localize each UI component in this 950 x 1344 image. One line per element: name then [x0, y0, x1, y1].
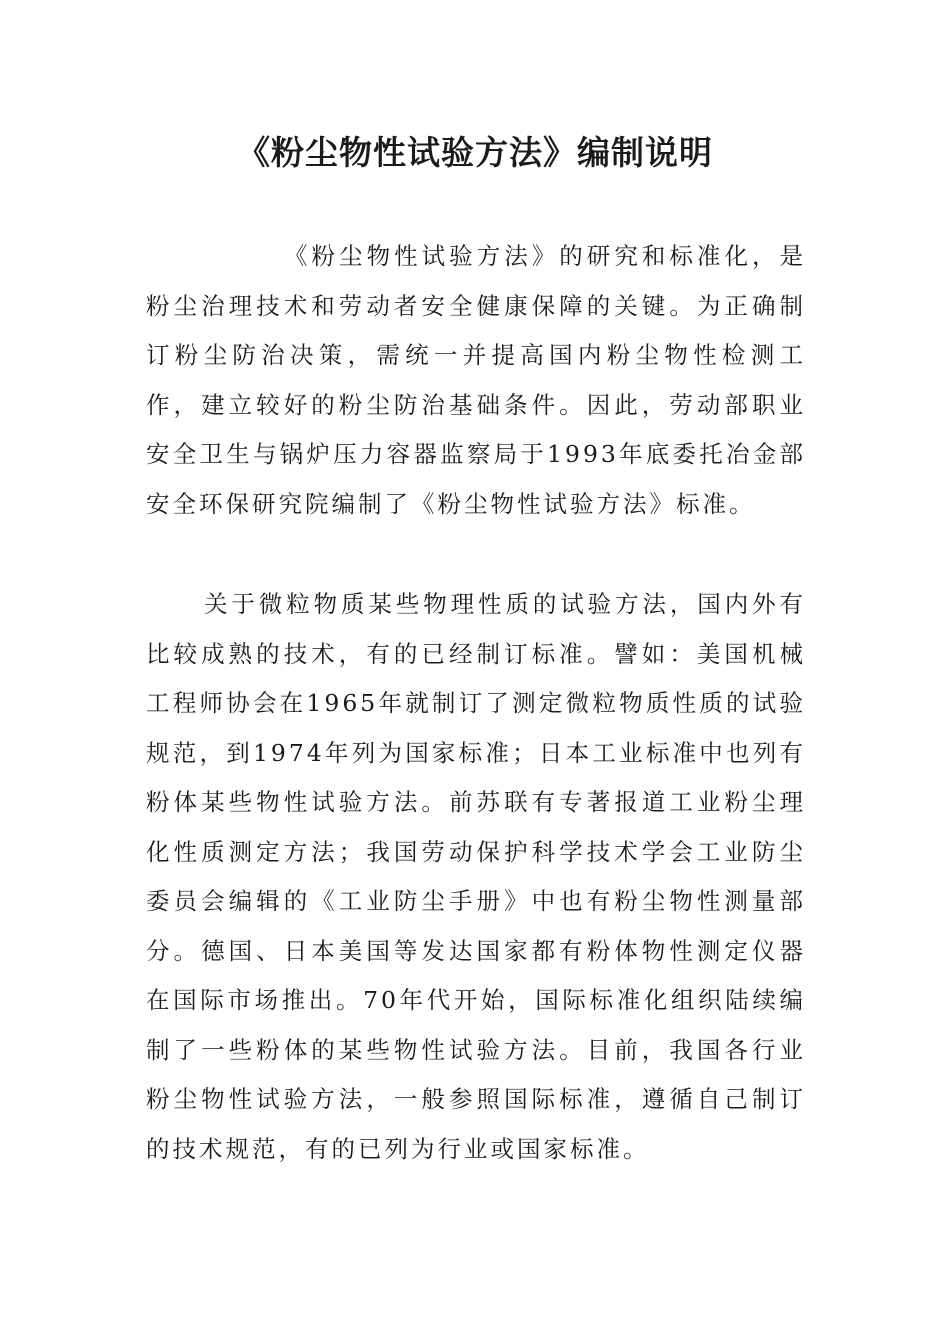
paragraph-intro: 《粉尘物性试验方法》的研究和标准化，是粉尘治理技术和劳动者安全健康保障的关键。为正确制订粉尘防治决策，需统一并提高国内粉尘物性检测工作，建立较好的粉尘防治基础条件。因此，劳动部职业安全卫生与锅炉压力容器监察局于1993年底委托冶金部安全环保研究院编制了《粉尘物性试验方法》标准。 [146, 242, 806, 518]
document-title: 《粉尘物性试验方法》编制说明 [237, 133, 713, 172]
paragraph-background: 关于微粒物质某些物理性质的试验方法，国内外有比较成熟的技术，有的已经制订标准。譬如：美国机械工程师协会在1965年就制订了测定微粒物质性质的试验规范，到1974年列为国家标准；日本工业标准中也列有粉体某些物性试验方法。前苏联有专著报道工业粉尘理化性质测定方法；我国劳动保护科学技术学会工业防尘委员会编辑的《工业防尘手册》中也有粉尘物性测量部分。德国、日本美国等发达国家都有粉体物性测定仪器在国际市场推出。70年代开始，国际标准化组织陆续编制了一些粉体的某些物性试验方法。目前，我国各行业粉尘物性试验方法，一般参照国际标准，遵循自己制订的技术规范，有的已列为行业或国家标准。 [146, 590, 806, 1163]
